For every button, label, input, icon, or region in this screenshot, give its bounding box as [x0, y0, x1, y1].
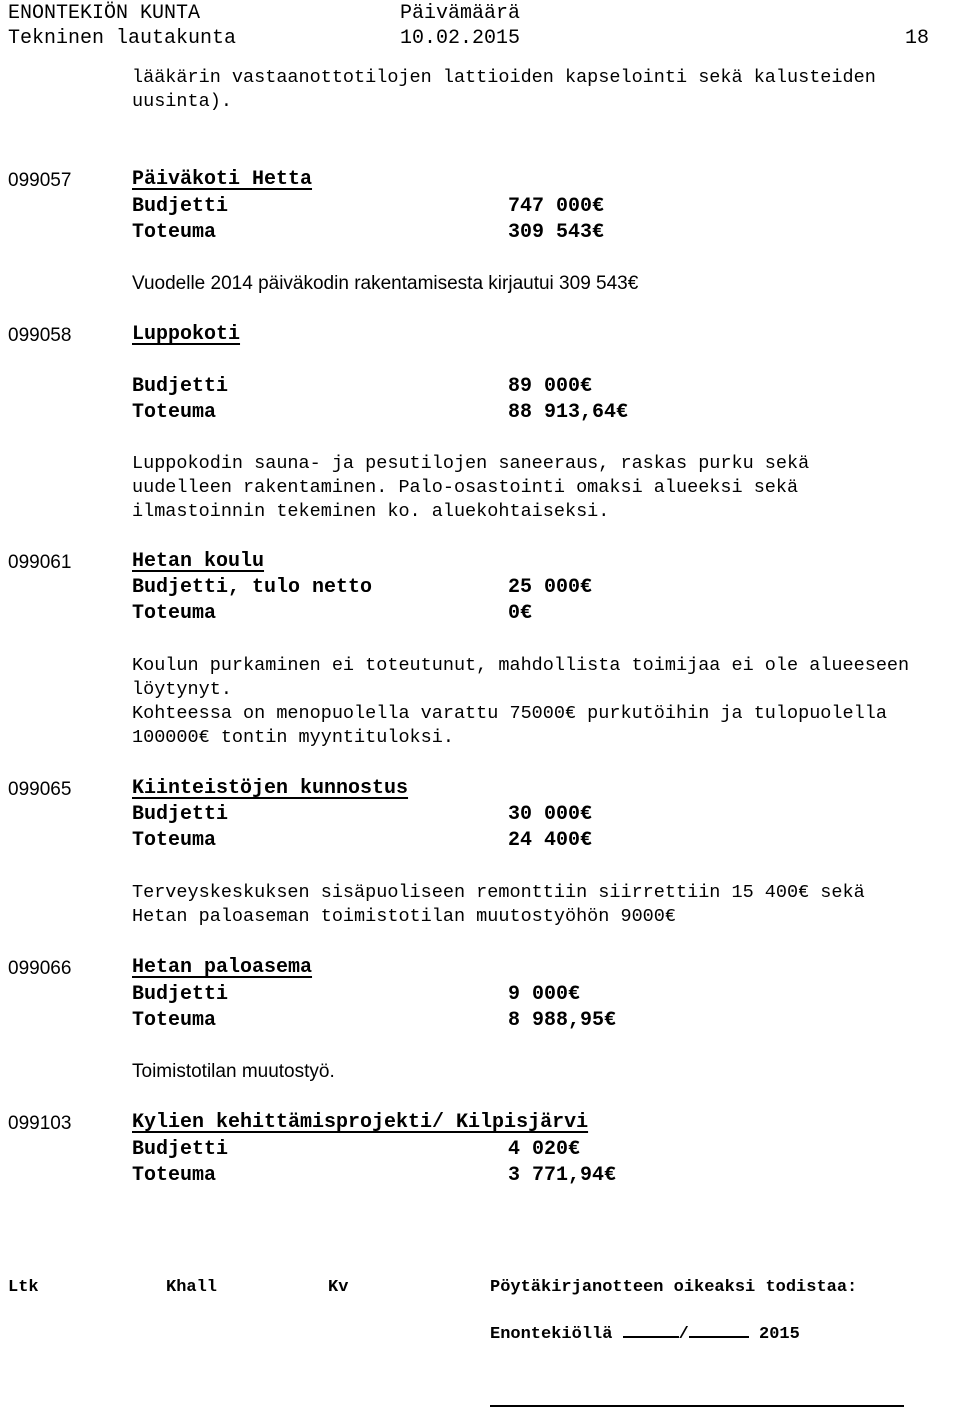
- item-note: Koulun purkaminen ei toteutunut, mahdollista toimijaa ei ole alueeseen löytynyt.: [132, 655, 910, 700]
- budget-value: 4 020€: [508, 1138, 581, 1161]
- signing-year: 2015: [759, 1325, 800, 1344]
- budget-value: 747 000€: [508, 195, 605, 218]
- intro-continuation: lääkärin vastaanottotilojen lattioiden kapselointi sekä kalusteiden uusinta).: [132, 67, 876, 112]
- item-title: Päiväkoti Hetta: [132, 168, 313, 191]
- budget-value: 89 000€: [508, 375, 593, 398]
- item-note: Luppokodin sauna- ja pesutilojen saneeraus, raskas purku sekä uudelleen rakentaminen. Palo-osastointi omaksi alueeksi sekä ilmastoinnin tekeminen ko. aluekohtaiseksi.: [132, 453, 810, 522]
- budget-label: Budjetti: [132, 803, 229, 826]
- signing-place-line: [490, 1322, 800, 1344]
- actual-label: Toteuma: [132, 401, 217, 424]
- item-note: Toimistotilan muutostyö.: [132, 1061, 335, 1082]
- day-blank: [623, 1322, 679, 1338]
- item-title: Kiinteistöjen kunnostus: [132, 777, 409, 800]
- budget-value: 25 000€: [508, 576, 593, 599]
- page-number: 18: [905, 27, 930, 50]
- budget-label: Budjetti, tulo netto: [132, 576, 373, 599]
- footer-kv: Kv: [328, 1278, 349, 1297]
- actual-label: Toteuma: [132, 602, 217, 625]
- certification-text: Pöytäkirjanotteen oikeaksi todistaa:: [490, 1278, 858, 1297]
- budget-value: 30 000€: [508, 803, 593, 826]
- budget-label: Budjetti: [132, 983, 229, 1006]
- item-note: Terveyskeskuksen sisäpuoliseen remonttiin siirrettiin 15 400€ sekä Hetan paloaseman toimistotilan muutostyöhön 9000€: [132, 882, 865, 927]
- item-code: 099103: [8, 1113, 72, 1134]
- item-code: 099058: [8, 325, 72, 346]
- budget-label: Budjetti: [132, 195, 229, 218]
- item-code: 099065: [8, 779, 72, 800]
- actual-label: Toteuma: [132, 221, 217, 244]
- item-code: 099057: [8, 170, 72, 191]
- organization-name: ENONTEKIÖN KUNTA: [8, 2, 201, 25]
- date-slash: /: [678, 1325, 689, 1344]
- actual-label: Toteuma: [132, 1164, 217, 1187]
- actual-value: 8 988,95€: [508, 1009, 617, 1032]
- signature-line: [490, 1405, 904, 1407]
- item-title: Kylien kehittämisprojekti/ Kilpisjärvi: [132, 1111, 589, 1134]
- actual-label: Toteuma: [132, 829, 217, 852]
- committee-name: Tekninen lautakunta: [8, 27, 237, 50]
- month-blank: [689, 1322, 749, 1338]
- meeting-date: 10.02.2015: [400, 27, 521, 50]
- item-code: 099061: [8, 552, 72, 573]
- item-title: Hetan paloasema: [132, 956, 313, 979]
- footer-khall: Khall: [166, 1278, 218, 1297]
- actual-value: 88 913,64€: [508, 401, 629, 424]
- budget-label: Budjetti: [132, 1138, 229, 1161]
- actual-value: 309 543€: [508, 221, 605, 244]
- budget-value: 9 000€: [508, 983, 581, 1006]
- signing-place: Enontekiöllä: [490, 1325, 613, 1344]
- date-label: Päivämäärä: [400, 2, 521, 25]
- actual-label: Toteuma: [132, 1009, 217, 1032]
- footer-ltk: Ltk: [8, 1278, 39, 1297]
- item-note: Vuodelle 2014 päiväkodin rakentamisesta kirjautui 309 543€: [132, 273, 639, 294]
- item-note-secondary: Kohteessa on menopuolella varattu 75000€ purkutöihin ja tulopuolella 100000€ tontin myyntituloksi.: [132, 703, 887, 748]
- item-code: 099066: [8, 958, 72, 979]
- actual-value: 3 771,94€: [508, 1164, 617, 1187]
- item-title: Hetan koulu: [132, 550, 265, 573]
- item-title: Luppokoti: [132, 323, 241, 346]
- budget-label: Budjetti: [132, 375, 229, 398]
- actual-value: 0€: [508, 602, 533, 625]
- actual-value: 24 400€: [508, 829, 593, 852]
